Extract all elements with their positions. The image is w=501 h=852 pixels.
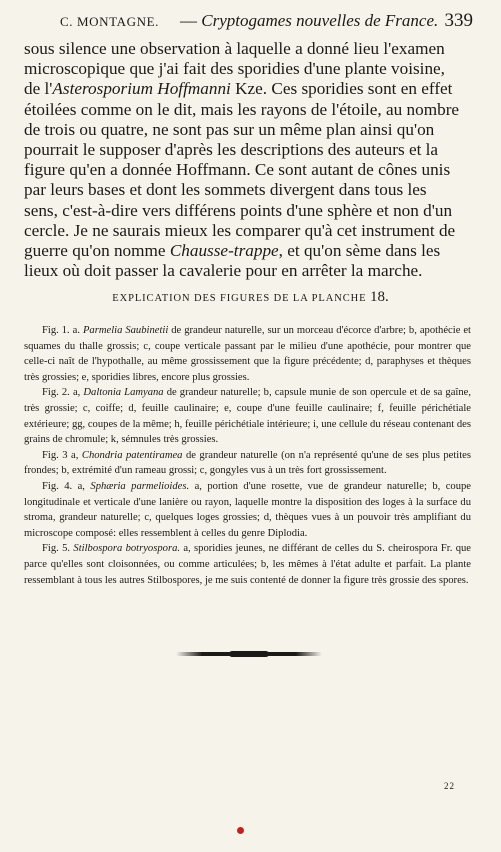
figure-letter: a, bbox=[71, 449, 79, 461]
figure-number: Fig. 2. bbox=[42, 387, 70, 399]
body-line bbox=[24, 39, 471, 59]
body-line bbox=[24, 261, 471, 281]
figure-species: Chondria patentiramea bbox=[81, 449, 183, 461]
figure-text: a, sporidies jeunes, ne différant de celles du S. cheirospora Fr. que parce qu'elles sont cloisonnées, ou comme articulées; b, les mêmes à l'état adulte et parfait. La plante ressemblant à tous les autres Stilbospores, je me suis contenté de donner la figure très grossie des spores. bbox=[24, 543, 471, 586]
body-text: guerre qu'on nomme bbox=[24, 241, 170, 261]
plate-number: 18. bbox=[369, 289, 389, 305]
explanation-label: EXPLICATION DES FIGURES DE LA PLANCHE bbox=[112, 293, 367, 304]
figure-caption bbox=[24, 479, 471, 541]
body-text: lieux où doit passer la cavalerie pour en arrêter la marche. bbox=[24, 261, 423, 281]
figure-text: de grandeur naturelle (on n'a représenté qu'une de ses plus petites frondes; b, extrémité d'un rameau grossi; c, gongyles vus à un très fort grossissement. bbox=[24, 449, 472, 477]
figure-caption bbox=[24, 385, 471, 447]
instrument-name: Chausse-trappe bbox=[169, 241, 279, 261]
body-text: de l' bbox=[24, 79, 53, 99]
body-line bbox=[24, 221, 471, 241]
body-line bbox=[24, 140, 471, 160]
body-line bbox=[24, 241, 471, 261]
body-text: sous silence une observation à laquelle a donné lieu l'examen bbox=[24, 39, 445, 58]
body-text: par leurs bases et dont les sommets divergent dans tous les bbox=[24, 180, 427, 200]
body-line bbox=[24, 120, 471, 140]
body-line bbox=[24, 201, 471, 221]
signature-mark: 22 bbox=[444, 781, 455, 791]
figure-species: Parmelia Saubinetii bbox=[82, 325, 169, 336]
library-stamp-dot bbox=[237, 827, 244, 834]
page-number: 339 bbox=[444, 10, 473, 31]
figure-letter: a, bbox=[72, 387, 81, 399]
body-line bbox=[24, 180, 471, 200]
figure-species: Stilbospora botryospora. bbox=[73, 543, 181, 555]
body-line bbox=[24, 100, 471, 120]
figure-text: a, portion d'une rosette, vue de grandeur naturelle; b, coupe longitudinale et verticale d'une lanière ou rayon, laquelle montre la disposition des loges à la surface du stroma, grandeur naturelle; c, quelques loges grossies; d, thèques vues à un pouvoir très amplifiant du microscope composé: elles ressemblent à celles du genre Diplodia. bbox=[24, 480, 472, 539]
header-title: Cryptogames nouvelles de France. bbox=[201, 11, 439, 30]
body-text: , et qu'on sème dans les bbox=[278, 241, 441, 261]
figure-captions bbox=[24, 323, 471, 588]
figure-text: de grandeur naturelle; b, capsule munie de son opercule et de sa gaîne, très grossie; c, coiffe; d, feuille caulinaire; e, coupe d'une feuille caulinaire; f, feuille périchétiale extérieure; gg, coupes de la même; h, feuille périchétiale intérieure; i, une cellule du réseau contenant des grains de chromule; k, sémnules très grossies. bbox=[24, 387, 471, 446]
figure-number: Fig. 3 bbox=[42, 449, 68, 461]
header-author: C. MONTAGNE. bbox=[60, 14, 159, 29]
body-text: pourrait le supposer d'après les descriptions des auteurs et la bbox=[24, 140, 439, 160]
figure-caption bbox=[24, 541, 471, 588]
figure-species: Daltonia Lamyana bbox=[83, 387, 164, 399]
body-line bbox=[24, 79, 471, 99]
body-text: sens, c'est-à-dire vers différens points d'une sphère et non d'un bbox=[24, 200, 453, 220]
figure-number: Fig. 4. bbox=[42, 480, 73, 492]
figure-number: Fig. 5. bbox=[42, 543, 71, 555]
figure-species: Sphæria parmelioides. bbox=[90, 480, 190, 492]
species-name: Asterosporium Hoffmanni bbox=[52, 79, 231, 99]
body-text: figure qu'en a donnée Hoffmann. Ce sont autant de cônes unis bbox=[24, 160, 451, 180]
body-paragraph bbox=[24, 39, 471, 281]
body-text: de trois ou quatre, ne sont pas sur un même plan ainsi qu'on bbox=[24, 119, 435, 139]
body-text: Kze. Ces sporidies sont en effet bbox=[230, 79, 453, 99]
section-divider-rule bbox=[176, 652, 322, 656]
figure-text: de grandeur naturelle, sur un morceau d'écorce d'arbre; b, apothécie et squames du thalle grossis; c, coupe verticale passant par le milieu d'une apothécie, pour montrer que celle-ci naît de l'hypothalle, au même grossissement que la figure précédente; d, paraphyses et thèques très grossies; e, sporidies libres, encore plus grossies. bbox=[24, 325, 471, 383]
figure-caption bbox=[24, 323, 471, 385]
header-title-group bbox=[180, 11, 438, 31]
body-line bbox=[24, 160, 471, 180]
body-text: microscopique que j'ai fait des sporidies d'une plante voisine, bbox=[24, 59, 445, 79]
body-line bbox=[24, 59, 471, 79]
running-header bbox=[60, 10, 473, 36]
header-dash: — bbox=[180, 11, 197, 30]
figure-letter: a, bbox=[77, 480, 85, 492]
figure-letter: a. bbox=[72, 325, 80, 336]
body-text: cercle. Je ne saurais mieux les comparer qu'à cet instrument de bbox=[24, 220, 456, 240]
figure-number: Fig. 1. bbox=[42, 325, 70, 336]
plate-explanation-heading bbox=[0, 289, 501, 306]
figure-caption bbox=[24, 448, 471, 479]
body-text: étoilées comme on le dit, mais les rayons de l'étoile, au nombre bbox=[24, 99, 460, 119]
